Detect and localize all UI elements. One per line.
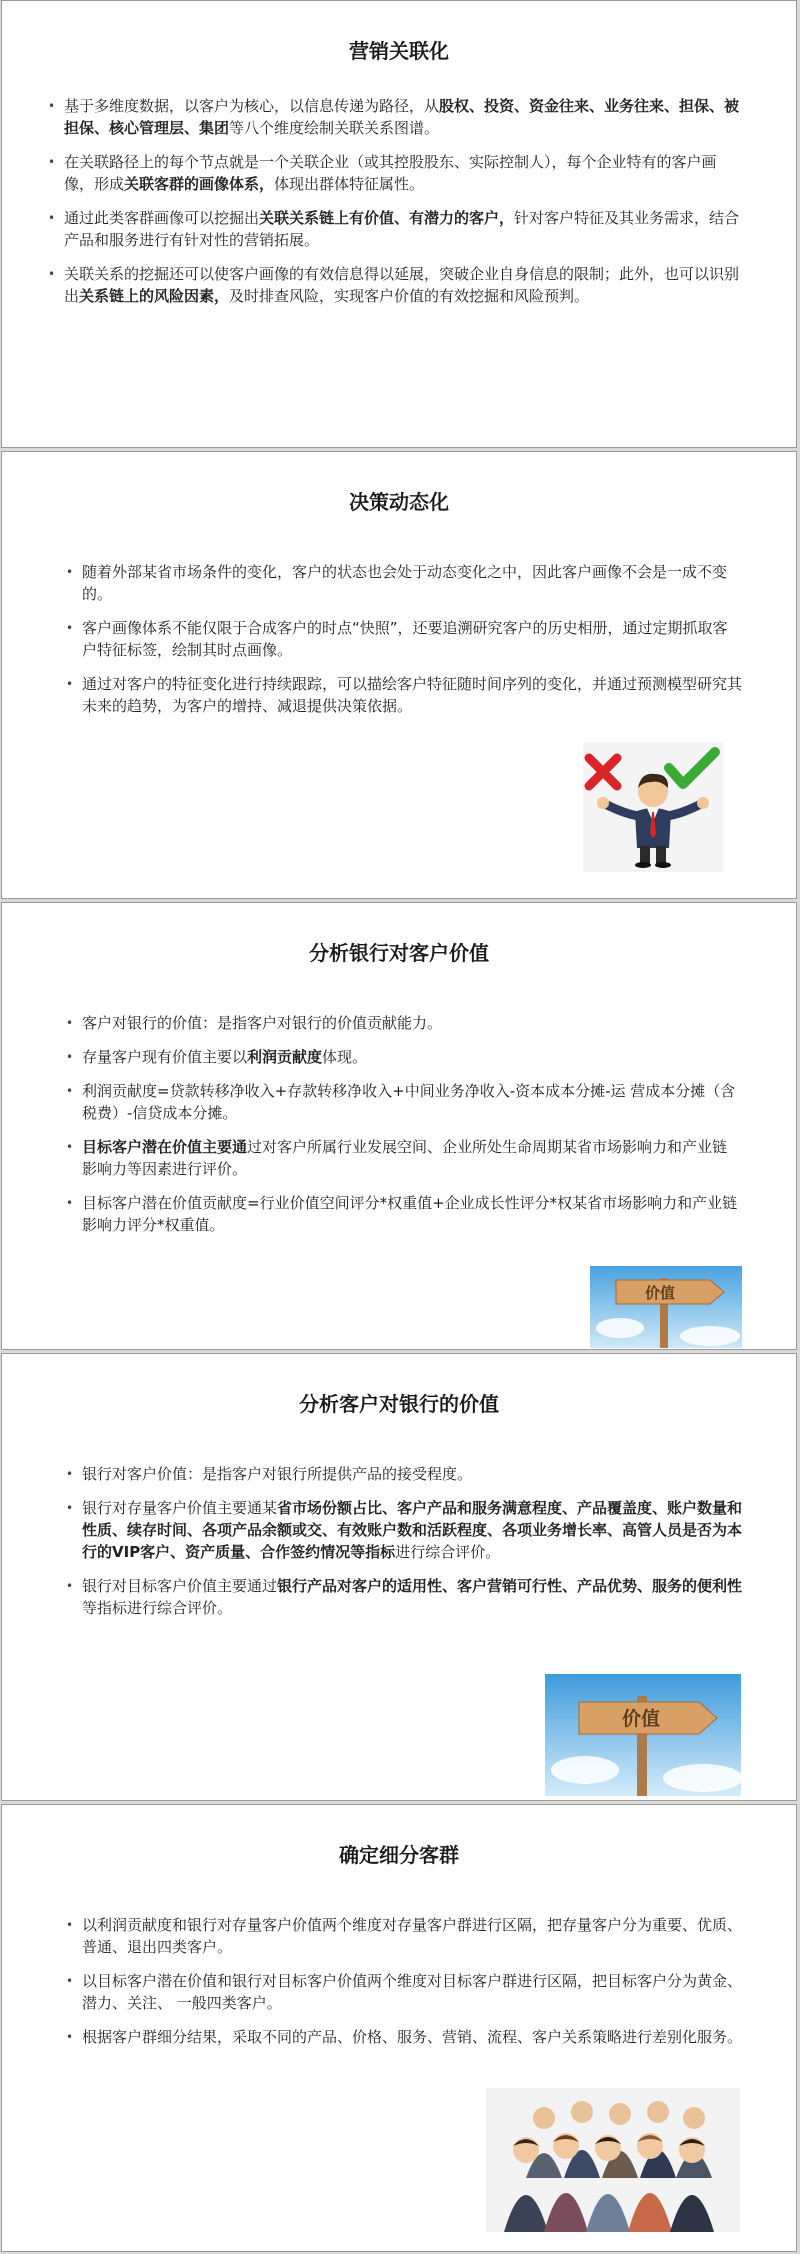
text-segment: 及时排查风险，实现客户价值的有效挖掘和风险预判。 — [229, 287, 590, 305]
bullet-item — [66, 1080, 742, 1124]
bullet-list — [66, 1012, 742, 1248]
text-segment: 针对客户特征及其业务需求，结合产品和服务进行有针对性的营销拓展。 — [64, 209, 740, 249]
bold-text-segment: 股权、投资、资金往来、业务往来、担保、被担保、核心管理层、集团 — [64, 97, 740, 137]
text-segment: 银行对目标客户价值主要通过 — [82, 1577, 278, 1595]
text-segment: 过对客户所属行业发展空间、企业所处生命周期某省市场影响力和产业链影响力等因素进行评价。 — [82, 1138, 728, 1178]
slide-title: 分析客户对银行的价值 — [299, 1392, 499, 1416]
text-segment: 体现出群体特征属性。 — [274, 175, 425, 193]
text-segment: 客户对银行的价值：是指客户对银行的价值贡献能力。 — [82, 1014, 443, 1032]
bullet-item — [66, 1136, 742, 1180]
bold-text-segment: 目标客户潜在价值主要通 — [82, 1138, 248, 1156]
text-segment: 以利润贡献度和银行对存量客户价值两个维度对存量客户群进行区隔，把存量客户分为重要、优质、普通、退出四类客户。 — [82, 1916, 743, 1956]
text-segment: 进行综合评价。 — [395, 1543, 501, 1561]
bullet-item — [66, 1970, 742, 2014]
bullet-item — [66, 1497, 756, 1563]
bullet-item — [66, 1046, 742, 1068]
text-segment: 关联关系的挖掘还可以使客户画像的有效信息得以延展，突破企业自身信息的限制；此外，也可以识别出 — [64, 265, 740, 305]
bullet-item — [66, 1192, 742, 1236]
bold-text-segment: 利润贡献度 — [247, 1048, 323, 1066]
bold-text-segment: 银行产品对客户的适用性、客户营销可行性、产品优势、服务的便利性 — [277, 1577, 743, 1595]
text-segment: 存量客户现有价值主要以 — [82, 1048, 248, 1066]
value-signpost-illustration — [590, 1266, 742, 1348]
slide-customer-segmentation — [1, 1804, 797, 2252]
text-segment: 目标客户潜在价值贡献度=行业价值空间评分*权重值+企业成长性评分*权某省市场影响力和产业链影响力评分*权重值。 — [82, 1194, 738, 1234]
text-segment: 利润贡献度=贷款转移净收入+存款转移净收入+中间业务净收入-资本成本分摊-运 营成本分摊（含税费）-信贷成本分摊。 — [82, 1082, 736, 1122]
bullet-item — [48, 263, 742, 307]
bullet-item — [66, 1012, 742, 1034]
bullet-list — [48, 95, 742, 319]
text-segment: 随着外部某省市场条件的变化，客户的状态也会处于动态变化之中，因此客户画像不会是一成不变的。 — [82, 563, 728, 603]
text-segment: 基于多维度数据，以客户为核心，以信息传递为路径，从 — [64, 97, 440, 115]
bullet-list — [66, 1463, 756, 1631]
bold-text-segment: 省市场份额占比、客户产品和服务满意程度、产品覆盖度、账户数量和性质、续存时间、各项产品余额或交、有效账户数和活跃程度、各项业务增长率、高管人员是否为本行的VIP客户、资产质量、合作签约情况等指标 — [82, 1499, 743, 1561]
slide-title: 分析银行对客户价值 — [309, 941, 489, 965]
text-segment: 等指标进行综合评价。 — [82, 1599, 233, 1617]
text-segment: 通过对客户的特征变化进行持续跟踪，可以描绘客户特征随时间序列的变化，并通过预测模型研究其未来的趋势，为客户的增持、减退提供决策依据。 — [82, 675, 743, 715]
signpost-label: 价值 — [621, 1708, 661, 1730]
text-segment: 以目标客户潜在价值和银行对目标客户价值两个维度对目标客户群进行区隔，把目标客户分为黄金、潜力、关注、 一般四类客户。 — [82, 1972, 743, 2012]
slide-title: 营销关联化 — [349, 39, 449, 63]
text-segment: 根据客户群细分结果，采取不同的产品、价格、服务、营销、流程、客户关系策略进行差别化服务。 — [82, 2028, 743, 2046]
slide-dynamic-decision — [1, 451, 797, 899]
bold-text-segment: 关联关系链上有价值、有潜力的客户， — [259, 209, 515, 227]
bullet-item — [48, 95, 742, 139]
bullet-item — [66, 1463, 756, 1485]
slide-marketing-association — [1, 0, 797, 448]
bullet-item — [66, 1575, 756, 1619]
bold-text-segment: 关系链上的风险因素， — [79, 287, 230, 305]
text-segment: 通过此类客群画像可以挖掘出 — [64, 209, 260, 227]
slide-customer-value-to-bank — [1, 1353, 797, 1801]
slide-title: 确定细分客群 — [339, 1843, 459, 1867]
text-segment: 银行对存量客户价值主要通某 — [82, 1499, 278, 1517]
bullet-item — [66, 673, 742, 717]
text-segment: 体现。 — [322, 1048, 368, 1066]
business-team-illustration — [486, 2088, 740, 2232]
bullet-item — [66, 1914, 742, 1958]
slide-title: 决策动态化 — [349, 490, 449, 514]
bullet-item — [66, 617, 742, 661]
bullet-item — [66, 2026, 742, 2048]
text-segment: 在关联路径上的每个节点就是一个关联企业（或其控股股东、实际控制人），每个企业特有的客户画像，形成 — [64, 153, 717, 193]
text-segment: 银行对客户价值：是指客户对银行所提供产品的接受程度。 — [82, 1465, 473, 1483]
decision-businessman-illustration — [583, 742, 723, 872]
bullet-item — [66, 561, 742, 605]
value-signpost-illustration — [545, 1674, 741, 1796]
bullet-list — [66, 561, 742, 729]
bullet-item — [48, 151, 742, 195]
bold-text-segment: 关联客群的画像体系， — [124, 175, 275, 193]
bullet-list — [66, 1914, 742, 2060]
bullet-item — [48, 207, 742, 251]
slide-bank-value-to-customer — [1, 902, 797, 1350]
text-segment: 客户画像体系不能仅限于合成客户的时点“快照”，还要追溯研究客户的历史相册，通过定期抓取客户特征标签，绘制其时点画像。 — [82, 619, 728, 659]
text-segment: 等八个维度绘制关联关系图谱。 — [229, 119, 440, 137]
signpost-label: 价值 — [644, 1284, 676, 1302]
